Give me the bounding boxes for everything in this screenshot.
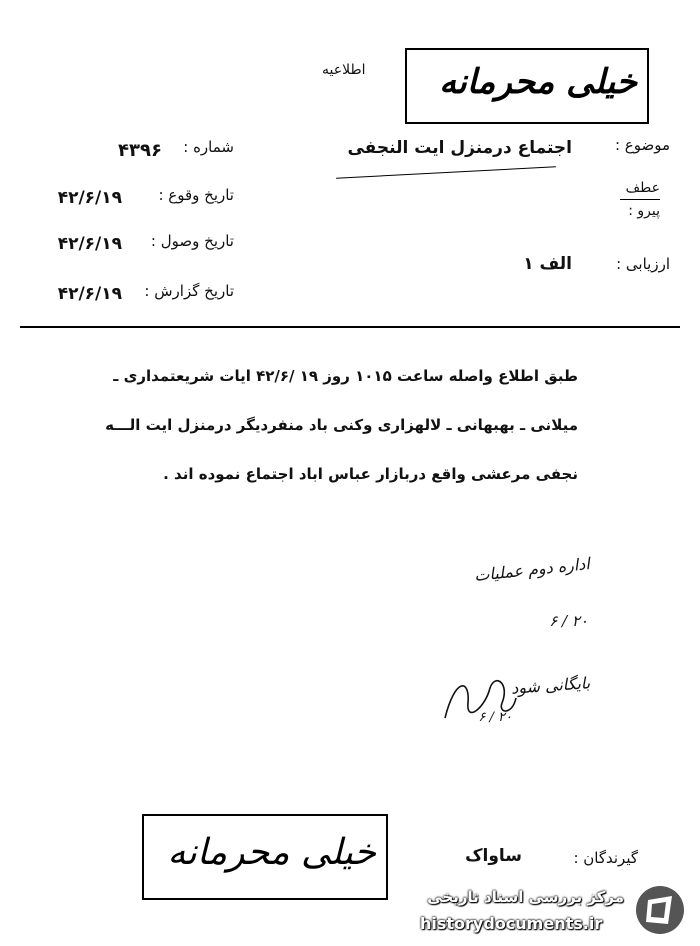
- report-date-value: ۴۲/۶/۱۹: [57, 284, 122, 304]
- handwritten-note-archive: بایگانی شود: [510, 673, 591, 698]
- top-classification-stamp: [405, 48, 649, 124]
- number-value: ۴۳۹۶: [118, 140, 162, 161]
- bottom-stamp-text: خیلی محرمانه: [167, 832, 376, 873]
- body-line-1: طبق اطلاع واصله ساعت ۱۰۱۵ روز ۱۹ /۴۲/۶ ایات شریعتمداری ـ: [113, 367, 578, 385]
- receipt-date-label: تاریخ وصول :: [150, 232, 234, 250]
- evaluation-label: ارزیابی :: [616, 255, 670, 273]
- occurrence-date-value: ۴۲/۶/۱۹: [57, 188, 122, 208]
- subject-underline: [336, 166, 556, 179]
- top-stamp-text: خیلی محرمانه: [439, 62, 637, 102]
- occurrence-date-label: تاریخ وقوع :: [158, 186, 234, 204]
- notice-label: اطلاعیه: [322, 62, 366, 78]
- watermark-url: historydocuments.ir: [420, 914, 603, 933]
- handwritten-note-department: اداره دوم عملیات: [473, 553, 591, 586]
- body-line-2: میلانی ـ بهبهانی ـ لالهزاری وکنی باد منفردیگر درمنزل ایت الـــه: [105, 416, 578, 434]
- bottom-classification-stamp: [142, 814, 388, 900]
- receipt-date-value: ۴۲/۶/۱۹: [57, 234, 122, 254]
- atf-label: عطف: [625, 180, 660, 196]
- recipients-label: گیرندگان :: [573, 849, 638, 867]
- report-date-label: تاریخ گزارش :: [144, 282, 234, 300]
- number-label: شماره :: [183, 138, 234, 156]
- subject-label: موضوع :: [614, 136, 670, 154]
- subject-value: اجتماع درمنزل ایت النجفی: [347, 138, 572, 158]
- watermark-logo-icon: [634, 884, 686, 936]
- peyro-label: پیرو :: [628, 203, 660, 219]
- header-divider: [20, 326, 680, 328]
- watermark-title: مرکز بررسی اسناد تاریخی: [427, 888, 624, 906]
- handwritten-note-date-2: ۲۰ / ۶: [478, 710, 512, 725]
- evaluation-value: الف ۱: [523, 254, 572, 274]
- handwritten-note-date-1: ۲۰ / ۶: [549, 612, 588, 630]
- body-line-3: نجفی مرعشی واقع دربازار عباس اباد اجتماع نموده اند .: [163, 465, 578, 483]
- atf-divider: [620, 199, 660, 200]
- recipients-value: ساواک: [465, 846, 522, 866]
